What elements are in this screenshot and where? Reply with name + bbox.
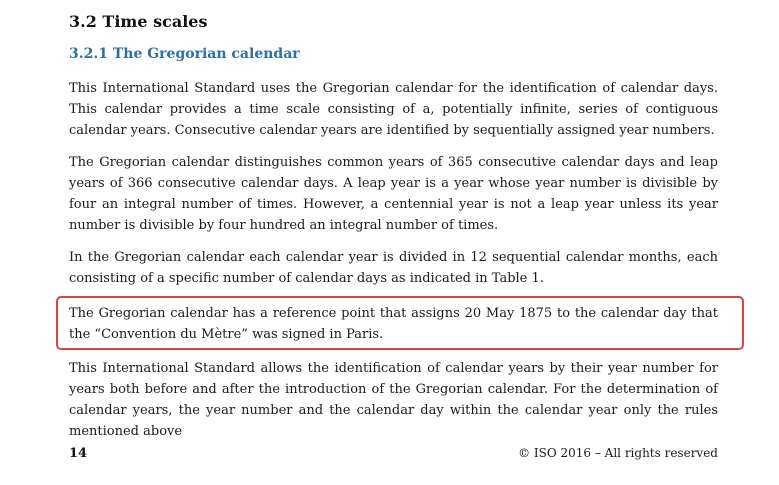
paragraph-intro: This International Standard uses the Gregorian calendar for the identification of calendar days. This calendar provides a time scale consisting of a, potentially infinite, series of contiguous calendar years. Consecutive calendar years are identified by sequentially assigned year numbers. — [69, 81, 718, 138]
paragraph-leap-years: The Gregorian calendar distinguishes common years of 365 consecutive calendar days and leap years of 366 consecutive calendar days. A leap year is a year whose year number is divisible by four an integral number of times. However, a centennial year is not a leap year unless its year number is divisible by four hundred an integral number of times. — [69, 155, 718, 233]
page-number: 14 — [69, 446, 88, 461]
section-heading: 3.2 Time scales — [69, 12, 208, 31]
paragraph-reference-point: The Gregorian calendar has a reference point that assigns 20 May 1875 to the calendar day that the “Convention du Mètre” was signed in Paris. — [69, 306, 718, 342]
copyright-notice: © ISO 2016 – All rights reserved — [518, 446, 718, 460]
subsection-heading: 3.2.1 The Gregorian calendar — [69, 46, 300, 62]
paragraph-months: In the Gregorian calendar each calendar year is divided in 12 sequential calendar months, each consisting of a specific number of calendar days as indicated in Table 1. — [69, 250, 718, 286]
paragraph-year-identification: This International Standard allows the identification of calendar years by their year number for years both before and after the introduction of the Gregorian calendar. For the determination of calendar years, the year number and the calendar day within the calendar year only the rules mentioned above — [69, 361, 718, 439]
